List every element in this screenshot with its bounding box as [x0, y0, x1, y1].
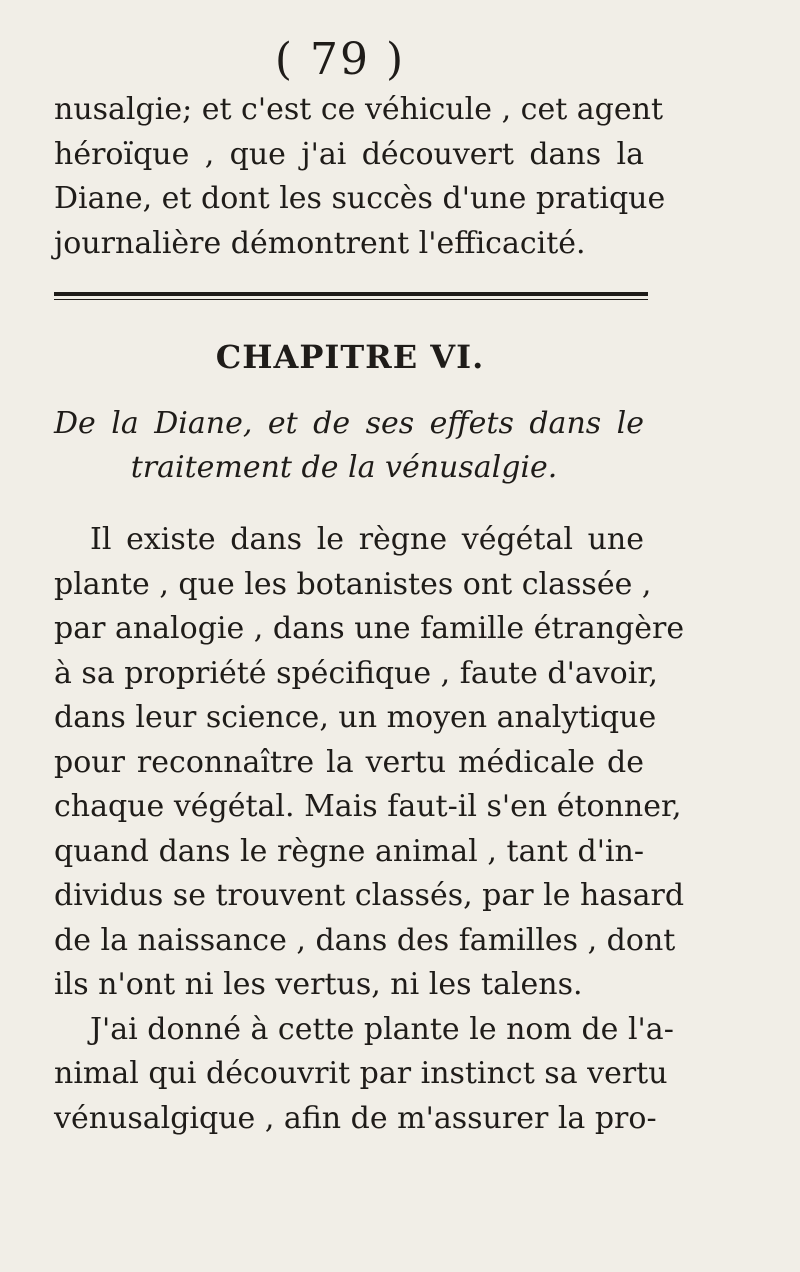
subtitle-line: De la Diane, et de ses effets dans le	[54, 406, 644, 441]
text-line: ils n'ont ni les vertus, ni les talens.	[54, 967, 583, 1002]
text-line: par analogie , dans une famille étrangère	[54, 611, 685, 646]
text-line: héroïque , que j'ai découvert dans la	[54, 136, 644, 172]
page-number: ( 79 )	[274, 34, 406, 85]
text-line: journalière démontrent l'efficacité.	[54, 225, 586, 261]
text-line: quand dans le règne animal , tant d'in-	[54, 833, 644, 869]
text-line: dans leur science, un moyen analytique	[54, 700, 657, 735]
text-line: nimal qui découvrit par instinct sa vertu	[54, 1056, 668, 1091]
chapter-heading: CHAPITRE VI.	[215, 338, 485, 376]
text-line: vénusalgique , afin de m'assurer la pro-	[54, 1100, 657, 1136]
body-paragraph	[54, 518, 685, 1141]
text-line: dividus se trouvent classés, par le hasard	[54, 878, 685, 913]
text-line: plante , que les botanistes ont classée ,	[54, 566, 652, 602]
subtitle-line: traitement de la vénusalgie.	[130, 450, 558, 485]
text-line: pour reconnaître la vertu médicale de	[54, 744, 644, 780]
text-line: à sa propriété spécifique , faute d'avoir,	[54, 655, 658, 691]
text-line: de la naissance , dans des familles , dont	[54, 922, 676, 958]
section-divider	[54, 292, 648, 296]
chapter-subtitle	[54, 402, 644, 490]
text-line: J'ai donné à cette plante le nom de l'a-	[90, 1011, 674, 1047]
text-line: nusalgie; et c'est ce véhicule , cet agent	[54, 92, 664, 127]
text-line: Il existe dans le règne végétal une	[90, 522, 644, 557]
top-paragraph	[54, 88, 666, 266]
text-line: chaque végétal. Mais faut-il s'en étonner,	[54, 789, 682, 824]
text-line: Diane, et dont les succès d'une pratique	[54, 181, 666, 216]
